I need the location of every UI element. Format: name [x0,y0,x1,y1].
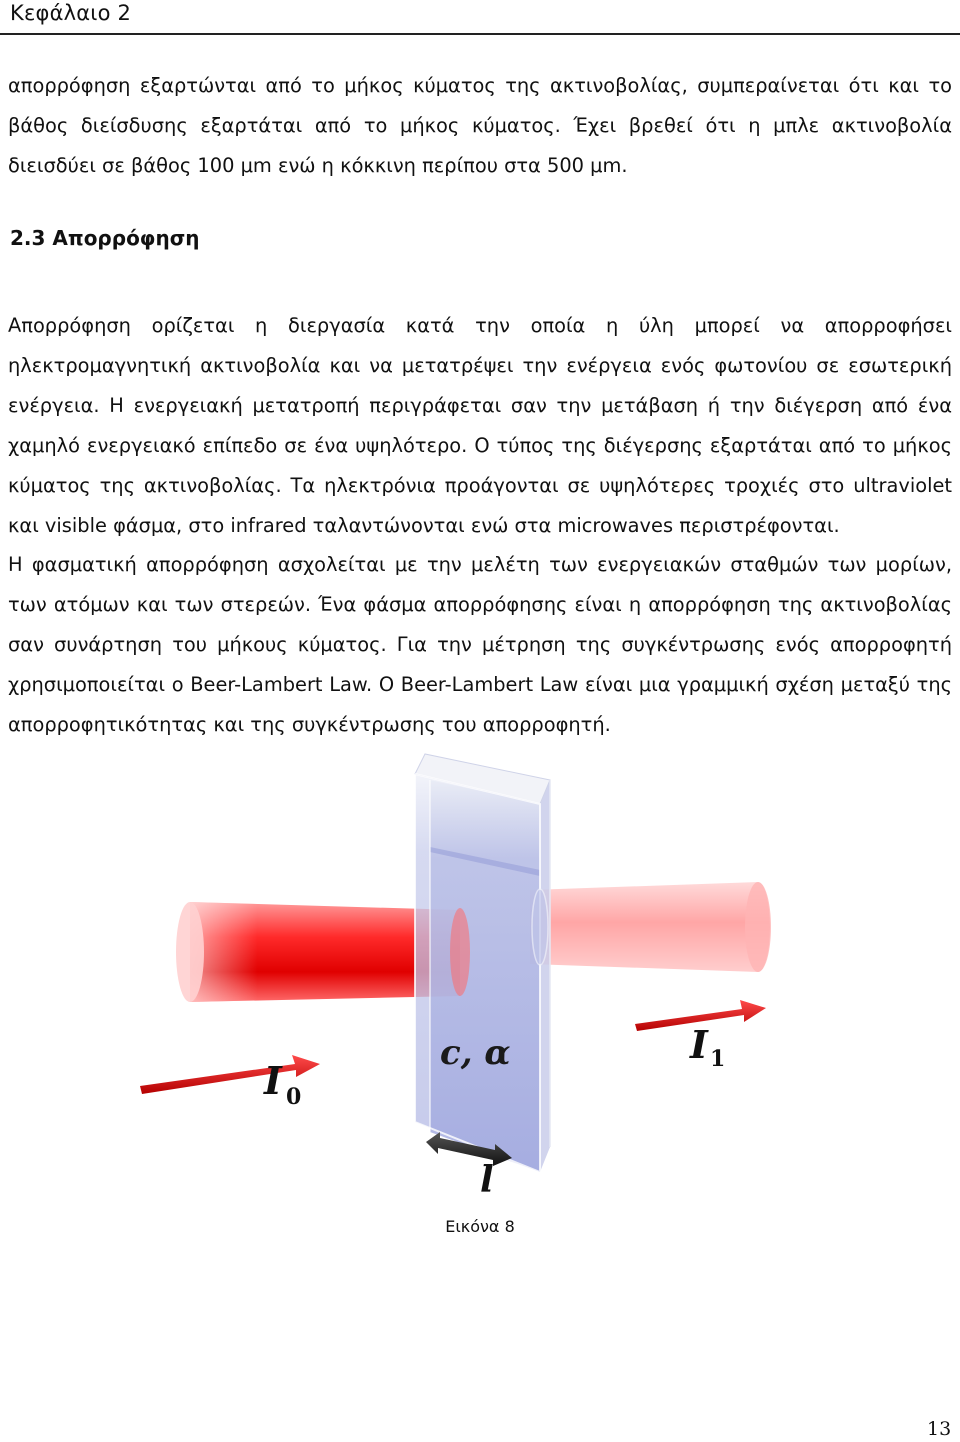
figure-caption: Εικόνα 8 [445,1217,515,1236]
path-length-label: l [480,1159,494,1200]
page-number: 13 [927,1418,952,1440]
chapter-header: Κεφάλαιο 2 [10,1,132,25]
paragraph-absorption-definition: Απορρόφηση ορίζεται η διεργασία κατά την οποία η ύλη μπορεί να απορροφήσει ηλεκτρομαγνητική ακτινοβολία και να μετατρέψει την ενέργεια ενός φωτονίου σε εσωτερική ενέργεια. Η ενεργειακή μετατροπή περιγράφεται σαν την μετάβαση ή την διέγερση από ένα χαμηλό ενεργειακό επίπεδο σε ένα υψηλότερο. Ο τύπος της διέγερσης εξαρτάται από το μήκος κύματος της ακτινοβολίας. Τα ηλεκτρόνια προάγονται σε υψηλότερες τροχιές στο ultraviolet και visible φάσμα, στο infrared ταλαντώνονται ενώ στα microwaves περιστρέφονται. [8,314,952,537]
paragraph-spectral-absorption: Η φασματική απορρόφηση ασχολείται με την μελέτη των ενεργειακών σταθμών των μορίων, των ατόμων και των στερεών. Ένα φάσμα απορρόφησης είναι η απορρόφηση της ακτινοβολίας σαν συνάρτηση του μήκους κύματος. Για την μέτρηση της συγκέντρωσης ενός απορροφητή χρησιμοποιείται ο Beer-Lambert Law. O Beer-Lambert Law είναι μια γραμμική σχέση μεταξύ της απορροφητικότητας και της συγκέντρωσης του απορροφητή. [8,553,952,736]
incident-label-subscript: 0 [286,1084,302,1110]
incident-label: I [264,1058,282,1103]
transmitted-label: I [690,1022,708,1067]
section-heading: 2.3 Απορρόφηση [10,226,200,250]
transmitted-label-subscript: 1 [710,1046,726,1072]
medium-label: c, α [440,1033,511,1073]
transmitted-beam [530,882,771,972]
cuvette [415,754,550,1172]
beer-lambert-illustration [130,752,820,1200]
paragraph-intro: απορρόφηση εξαρτώνται από το μήκος κύματος της ακτινοβολίας, συμπεραίνεται ότι και το βάθος διείσδυσης εξαρτάται από το μήκος κύματος. Έχει βρεθεί ότι η μπλε ακτινοβολία διεισδύει σε βάθος 100 μm ενώ η κόκκινη περίπου στα 500 μm. [8,74,952,177]
beer-lambert-figure [130,752,820,1200]
header-divider [0,33,960,35]
